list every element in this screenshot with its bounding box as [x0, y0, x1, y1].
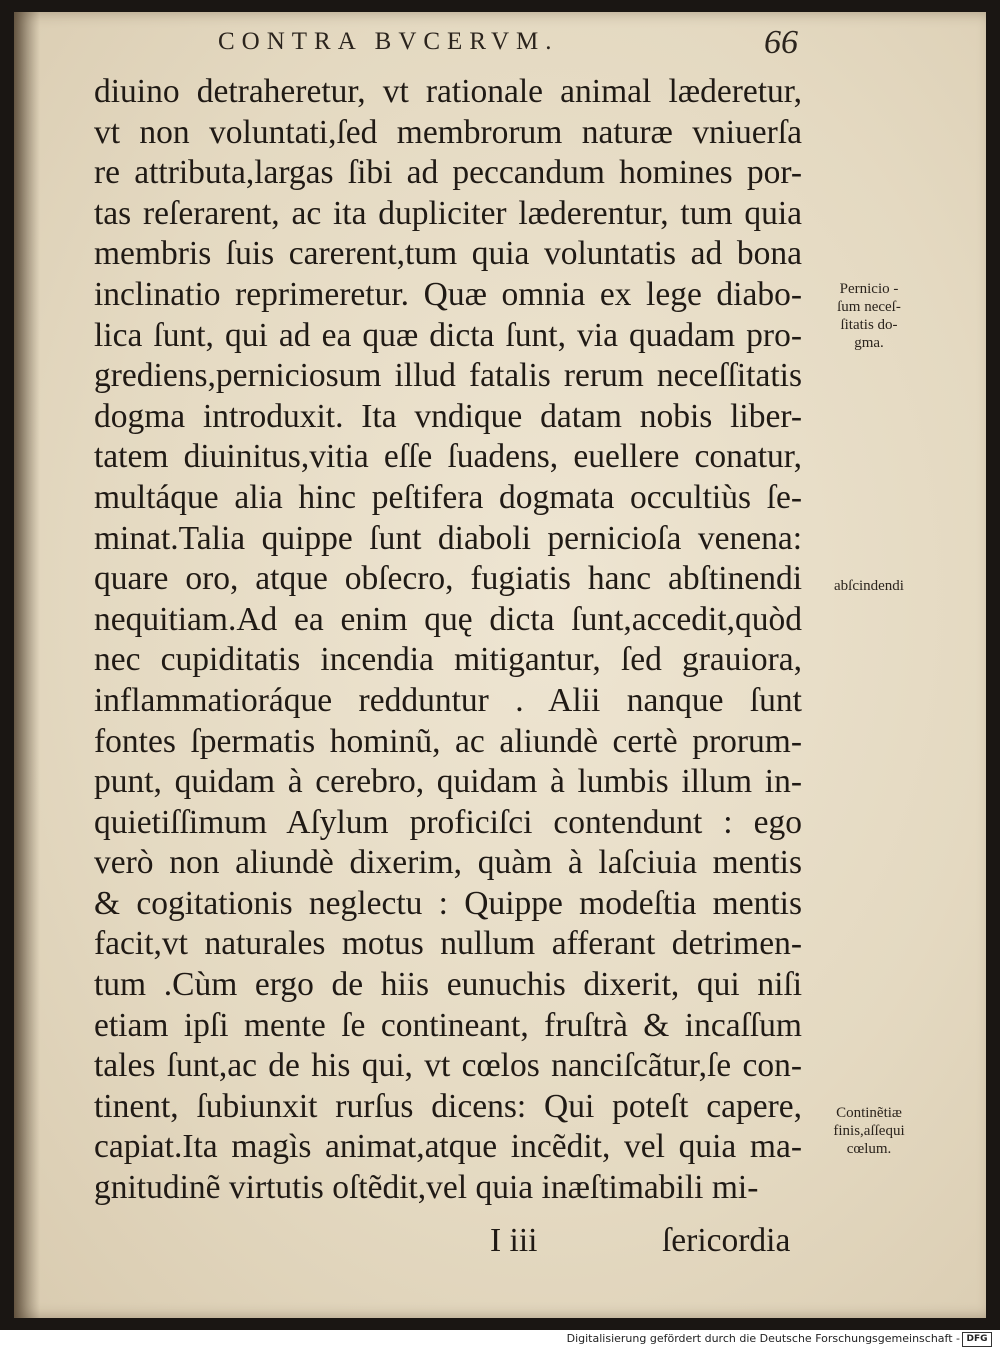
text-line: punt, quidam à cerebro, quidam à lumbis illum in-	[94, 763, 802, 801]
catch-line	[0, 1222, 1000, 1266]
text-line: inclinatio reprimeretur. Quæ omnia ex lege diabo-	[94, 275, 802, 313]
folio-number: 66	[764, 24, 798, 61]
running-head	[0, 24, 1000, 64]
text-line: diuino detraheretur, vt rationale animal læderetur,	[94, 73, 802, 110]
text-line: facit,vt naturales motus nullum afferant detrimen-	[94, 925, 802, 963]
text-line: & cogitationis neglectu : Quippe modeſtia mentis	[94, 884, 802, 922]
dfg-logo-icon: DFG	[962, 1332, 992, 1347]
text-line: tinent, ſubiunxit rurſus dicens: Qui poteſt capere,	[94, 1087, 802, 1125]
text-line: nec cupiditatis incendia mitigantur, ſed grauiora,	[94, 641, 802, 679]
footer-bar	[0, 1330, 1000, 1349]
text-line: tas reſerarent, ac ita dupliciter læderentur, tum quia	[94, 194, 802, 232]
text-line: tales ſunt,ac de his qui, vt cœlos nanciſcãtur,ſe con-	[94, 1047, 802, 1085]
page-gutter-shadow	[14, 12, 40, 1318]
text-line: membris ſuis carerent,tum quia voluntatis ad bona	[94, 235, 802, 273]
text-line: fontes ſpermatis hominũ, ac aliundè certè prorum-	[94, 722, 802, 760]
text-line: dogma introduxit. Ita vndique datam nobis liber-	[94, 397, 802, 435]
text-line: gnitudinẽ virtutis oſtẽdit,vel quia inæſtimabili mi-	[94, 1169, 759, 1207]
marginal-line: gma.	[854, 335, 884, 351]
marginal-note-2	[810, 577, 928, 595]
text-line: minat.Talia quippe ſunt diaboli pernicioſa venena:	[94, 519, 802, 557]
marginal-line: Continẽtiæ	[836, 1105, 902, 1121]
text-line: capiat.Ita magìs animat,atque incẽdit, vel quia ma-	[94, 1128, 802, 1166]
marginal-line: Pernicio -	[839, 281, 899, 297]
running-title: CONTRA BVCERVM.	[218, 28, 559, 55]
signature-mark: I iii	[490, 1222, 538, 1259]
text-line: quare oro, atque obſecro, fugiatis hanc abſtinendi	[94, 560, 802, 598]
text-line: multáque alia hinc peſtifera dogmata occultiùs ſe-	[94, 478, 802, 516]
footer-credit: Digitalisierung gefördert durch die Deutsche Forschungsgemeinschaft -	[566, 1332, 960, 1345]
marginal-line: ſitatis do-	[840, 317, 898, 333]
marginal-line: ſum neceſ-	[837, 299, 901, 315]
marginal-line: abſcindendi	[834, 578, 904, 594]
marginal-line: finis,aſſequi	[833, 1123, 905, 1139]
text-line: tatem diuinitus,vitia eſſe ſuadens, euellere conatur,	[94, 438, 802, 476]
catchword: ſericordia	[662, 1222, 791, 1259]
text-line: verò non aliundè dixerim, quàm à laſciuia mentis	[94, 844, 802, 882]
text-line: vt non voluntati,ſed membrorum naturæ vniuerſa	[94, 113, 802, 151]
text-line: tum .Cùm ergo de hiis eunuchis dixerit, qui niſi	[94, 966, 802, 1004]
text-line: nequitiam.Ad ea enim quę dicta ſunt,accedit,quòd	[94, 600, 802, 638]
body-text	[94, 72, 814, 1209]
text-line: re attributa,largas ſibi ad peccandum homines por-	[94, 154, 802, 192]
text-line: grediens,perniciosum illud fatalis rerum neceſſitatis	[94, 357, 802, 395]
marginal-note-1	[810, 280, 928, 352]
marginal-note-3	[810, 1104, 928, 1158]
text-line: lica ſunt, qui ad ea quæ dicta ſunt, via quadam pro-	[94, 316, 802, 354]
text-line: inflammatioráque redduntur . Alii nanque ſunt	[94, 681, 802, 719]
marginal-line: cœlum.	[846, 1141, 892, 1157]
text-line: etiam ipſi mente ſe contineant, fruſtrà & incaſſum	[94, 1006, 802, 1044]
text-line: quietiſſimum Aſylum proficiſci contendunt : ego	[94, 803, 802, 841]
